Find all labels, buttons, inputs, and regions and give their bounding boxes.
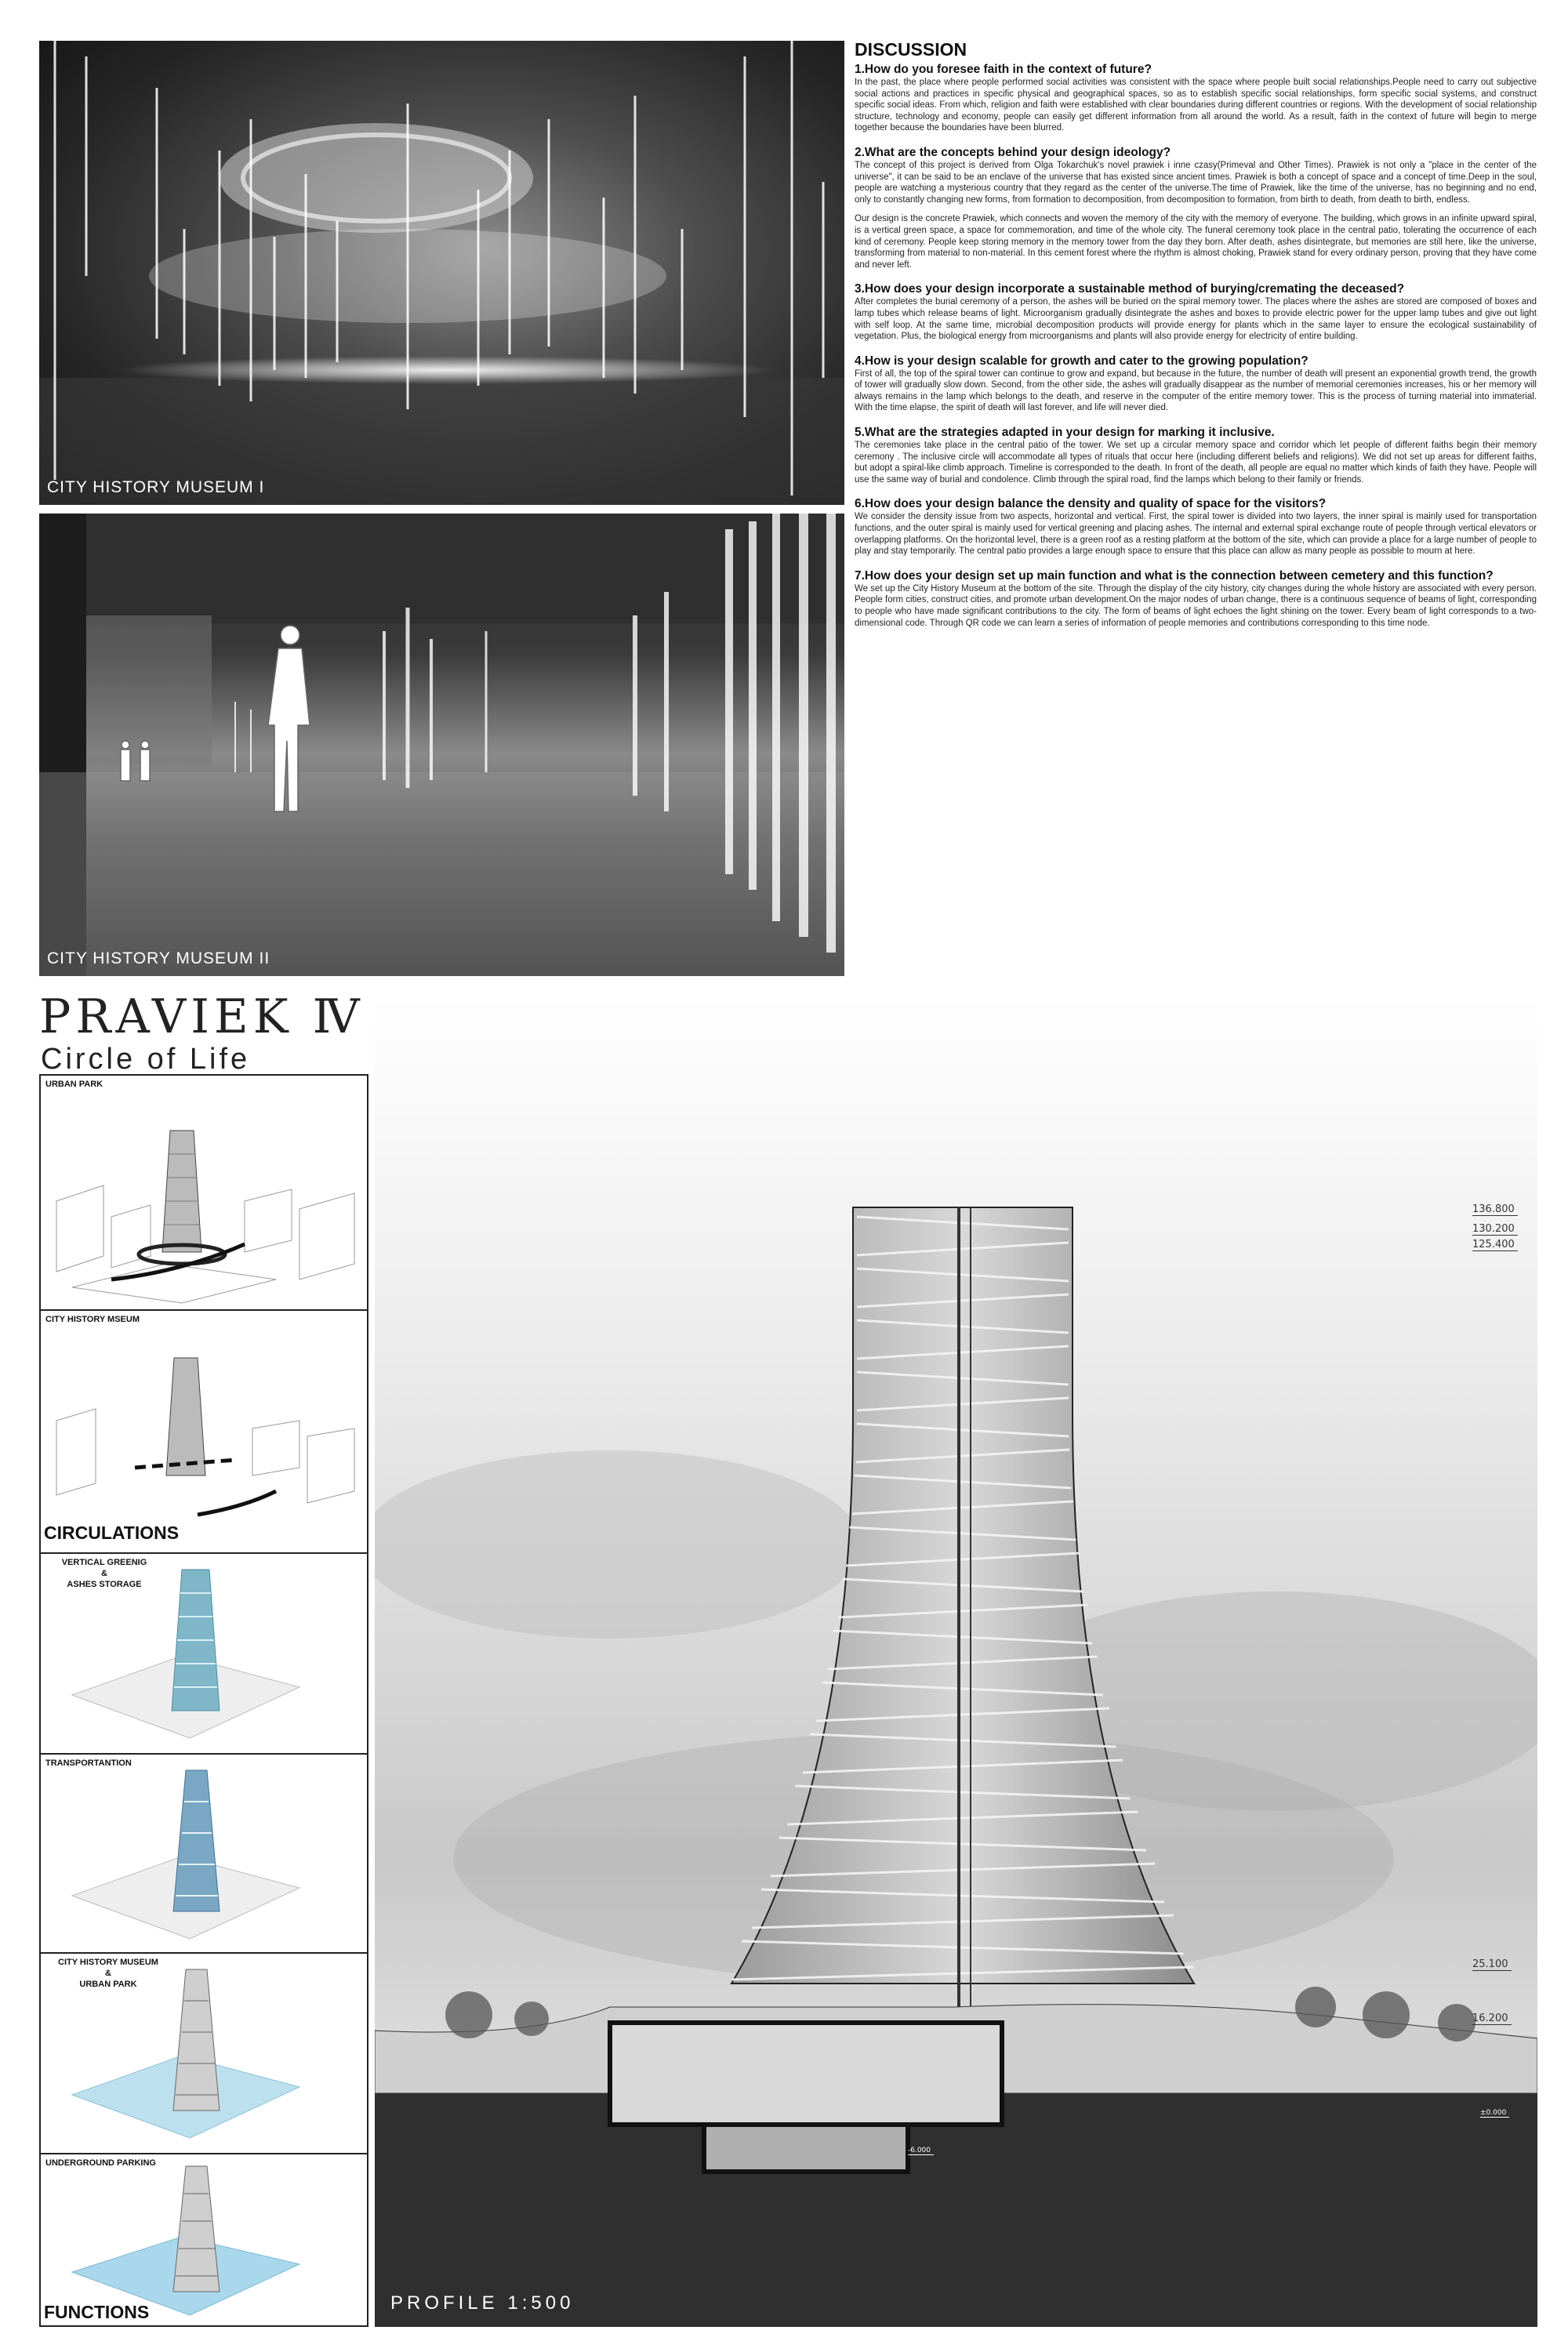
question-answer: First of all, the top of the spiral tower can continue to grow and expand, but because in the future, the number of death will present an exponential growth trend, the growth of tower will gradually slow down. Second, from the other side, the ashes will gradually disappear as the number of memorial ceremonies increases, his or her memory will always remains in the lamp which belongs to the death, and reserve in the computer of the entire memory tower. This is the process of turning material into immaterial. With the time elapse, the spirit of death will last forever, and life will never died. [855, 368, 1537, 413]
diagram-museum-park [41, 1954, 367, 2154]
diagram-column [39, 1074, 368, 2327]
discussion-question-1 [855, 62, 1537, 134]
diagram-label: TRANSPORTANTION [45, 1759, 132, 1768]
render-label: CITY HISTORY MUSEUM I [47, 478, 265, 496]
render-label: CITY HISTORY MUSEUM II [47, 949, 270, 967]
diagram-label [45, 1957, 171, 1990]
render-city-history-museum-1 [39, 41, 844, 505]
level-marker: -6.000 [908, 2147, 934, 2155]
diagram-city-history [41, 1311, 367, 1554]
diagram-label-line: CITY HISTORY MUSEUM [58, 1958, 158, 1967]
question-answer: The concept of this project is derived from Olga Tokarchuk's novel prawiek i inne czasy(Primeval and Other Times). Prawiek is not only a "place in the center of the universe", it can be said to be an enclave of the universe that has existed since ancient times. Prawiek is both a concept of space and a concept of time.Deep in the soul, people are watching a mysterious country that they regard as the center of the universe.The time of Prawiek, like the time of the universe, has no beginning and no end, only to constantly changing new forms, from formation to decomposition, from decomposition to formation, from birth to death, from death to birth, endless. [855, 160, 1537, 205]
question-title: 4.How is your design scalable for growth and cater to the growing population? [855, 354, 1308, 368]
question-title: 6.How does your design balance the density and quality of space for the visitors? [855, 497, 1327, 511]
discussion-question-5 [855, 425, 1537, 485]
question-answer: After completes the burial ceremony of a person, the ashes will be buried on the spiral memory tower. The places where the ashes are stored are composed of boxes and lamp tubes which release beams of light. Microorganism gradually disintegrate the ashes and boxes to provide electric power for the upper lamp tubes and give out light with self loop. At the same time, microbial decomposition products will provide energy for plants which in the same layer to ensure the ecological sustainability of vegetation. Plus, the biological energy from microorganisms and plants will also provide energy for electricity of entire building. [855, 297, 1537, 342]
diagram-label-line: VERTICAL GREENIG [61, 1558, 147, 1567]
underground-parking-diagram [41, 2154, 367, 2325]
question-title: 2.What are the concepts behind your design ideology? [855, 145, 1171, 159]
question-title: 5.What are the strategies adapted in your design for marking it inclusive. [855, 426, 1275, 440]
diagram-vertical-greening [41, 1554, 367, 1755]
level-marker: ±0.000 [1480, 2109, 1509, 2118]
level-marker: 16.200 [1472, 2013, 1512, 2025]
tower-section-drawing [375, 996, 1537, 2327]
question-title: 3.How does your design incorporate a sustainable method of burying/cremating the deceased? [855, 282, 1405, 296]
diagram-urban-park [41, 1076, 367, 1311]
diagram-label-line: & [101, 1569, 107, 1578]
circulations-heading: CIRCULATIONS [44, 1523, 180, 1543]
diagram-label-line: URBAN PARK [79, 1980, 137, 1989]
diagram-underground [41, 2154, 367, 2325]
project-subtitle: Circle of Life [41, 1043, 251, 1076]
diagram-label-line: ASHES STORAGE [67, 1580, 142, 1589]
diagram-label: UNDERGROUND PARKING [45, 2158, 156, 2168]
functions-heading: FUNCTIONS [44, 2302, 150, 2322]
discussion-question-7 [855, 568, 1537, 629]
museum-corridor-illustration [39, 514, 844, 976]
transportation-diagram [41, 1755, 367, 1954]
question-answer: We consider the density issue from two aspects, horizontal and vertical. First, the spiral tower is divided into two layers, the inner spiral is mainly used for transportation functions, and the outer spiral is mainly used for vertical greening and placing ashes. The internal and external spiral exchange route of people through vertical elevators or overlapping platforms. On the horizontal level, there is a green roof as a resting platform at the bottom of the site, which can provide a place for a large number of people to play and stay temporarily. The central patio provides a large enough space to ensure that this place can allow as many people as possible to mourn at here. [855, 512, 1537, 557]
question-answer: In the past, the place where people performed social activities was consistent with the space where people built social relationships.People need to carry out subjective social actions and practices in specific physical and geographical spaces, so as to establish specific social relationships, form specific social systems, and construct specific social ideas. From which, religion and faith were established with clear boundaries during different countries or regions. With the development of social relationship structure, technology and economy, people can easily get different information from all around the world. As a result, faith in the context of future will begin to merge together because the boundaries have been blurred. [855, 78, 1537, 133]
question-title: 7.How does your design set up main function and what is the connection between cemetery and this function? [855, 568, 1494, 583]
urban-park-axonometric [41, 1076, 367, 1311]
render-city-history-museum-2 [39, 514, 844, 976]
profile-scale-label: PROFILE 1:500 [390, 2292, 575, 2314]
discussion-question-6 [855, 496, 1537, 557]
diagram-label-line: & [105, 1969, 111, 1978]
question-title: 1.How do you foresee faith in the context of future? [855, 63, 1152, 76]
diagram-transportation [41, 1755, 367, 1954]
question-answer: We set up the City History Museum at the bottom of the site. Through the display of the city history, city changes during the whole history are associated with every person. People form cities, construct cities, and promote urban development.On the major nodes of urban change, there is a continuous sequence of beams of light, corresponding to people who have made significant contributions to the city. The form of beams of light echoes the light shining on the tower. Every beam of light corresponds to a two-dimensional code. Through QR code we can learn a series of information of people memories and contributions corresponding to this time node. [855, 583, 1537, 628]
question-answer: The ceremonies take place in the central patio of the tower. We set up a circular memory space and corridor which let people of different faiths begin their memory ceremony . The inclusive circle will accommodate all types of rituals that occur here (including different beliefs and religions). We did not set up areas for different faiths, but adopt a spiral-like climb approach. Timeline is corresponded to the death. In front of the death, all people are equal no matter which kinds of faith they have. People will use the same way of burial and condolence. Climb through the spiral road, find the lamps which belong to their family or friends. [855, 441, 1537, 485]
level-marker: 25.100 [1472, 1958, 1512, 1971]
project-title: PRAVIEK Ⅳ [39, 989, 365, 1044]
question-answer: Our design is the concrete Prawiek, which connects and woven the memory of the city with the memory of everyone. The building, which grows in an infinite upward spiral, is a vertical green space, a space for commemoration, and time of the whole city. The funeral ceremony took place in the central patio, tolerating the occurrence of each kind of ceremony. People keep storing memory in the memory tower from the day they born. After death, ashes disintegrate, but memories are still here, like the universe, transforming from material to non-material. In this cement forest where the rhythm is almost choking, Prawiek stand for every ordinary person, proving that they have come and never left. [855, 214, 1537, 270]
discussion-question-4 [855, 354, 1537, 414]
discussion-section [855, 39, 1537, 640]
diagram-label [45, 1557, 163, 1590]
discussion-heading: DISCUSSION [855, 39, 967, 60]
discussion-question-2 [855, 145, 1537, 270]
tower-section-illustration [375, 996, 1537, 2327]
diagram-label: URBAN PARK [45, 1080, 103, 1089]
level-marker: 136.800 [1472, 1203, 1518, 1216]
discussion-question-3 [855, 281, 1537, 342]
city-history-axonometric [41, 1311, 367, 1554]
diagram-label: CITY HISTORY MSEUM [45, 1315, 140, 1324]
level-marker: 125.400 [1472, 1239, 1518, 1251]
museum-interior-illustration [39, 41, 844, 505]
level-marker: 130.200 [1472, 1223, 1518, 1236]
